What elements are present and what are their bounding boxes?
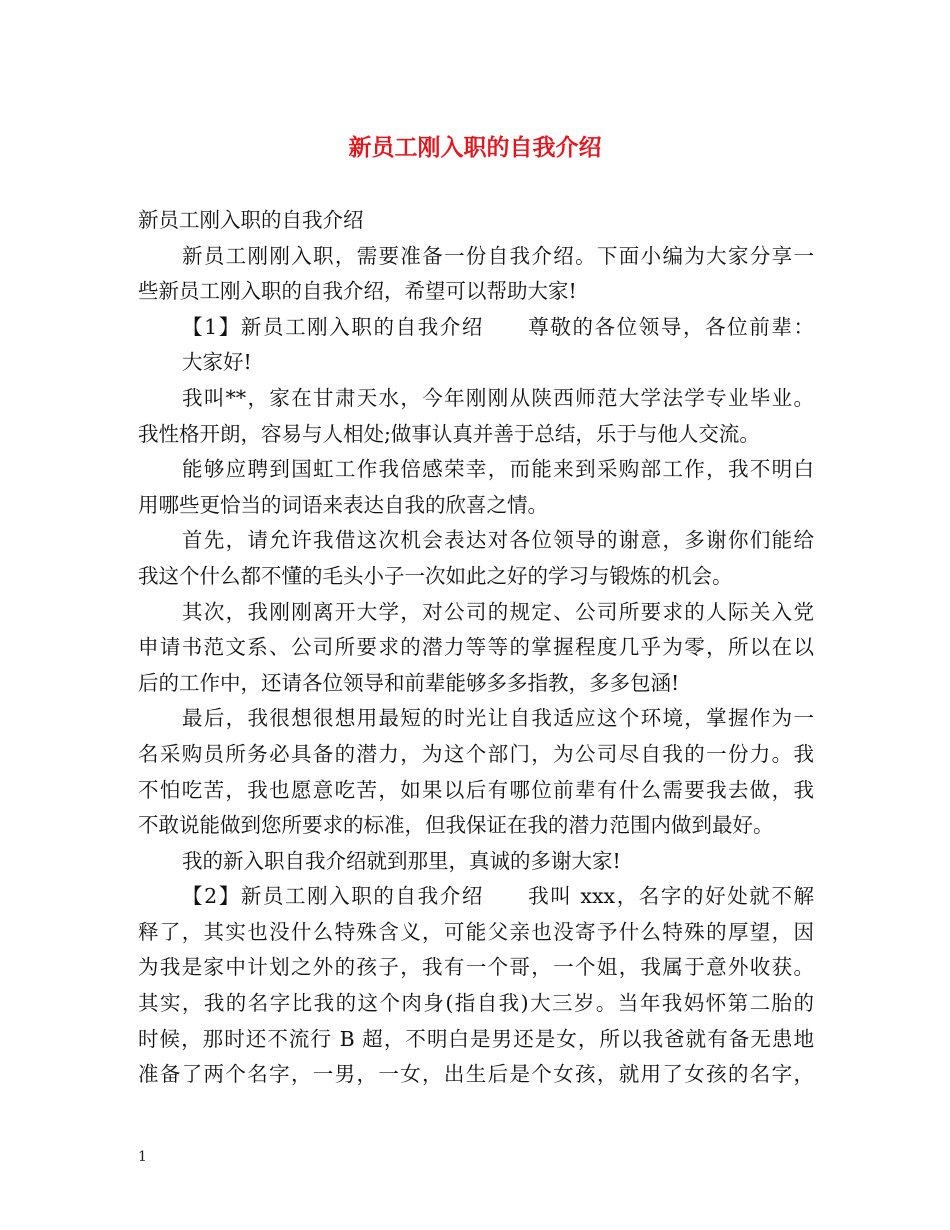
document-body — [138, 203, 814, 1093]
body-line: 【1】新员工刚入职的自我介绍 尊敬的各位领导，各位前辈： — [182, 314, 814, 339]
body-line: 我这个什么都不懂的毛头小子一次如此之好的学习与锻炼的机会。 — [138, 563, 733, 588]
body-line: 名采购员所务必具备的潜力，为这个部门，为公司尽自我的一份力。我 — [138, 741, 814, 766]
body-line: 我的新入职自我介绍就到那里，真诚的多谢大家! — [182, 848, 621, 873]
body-line: 时候，那时还不流行 B 超，不明白是男还是女，所以我爸就有备无患地 — [138, 1026, 814, 1051]
body-line: 我性格开朗，容易与人相处;做事认真并善于总结，乐于与他人交流。 — [138, 421, 760, 446]
body-line: 为我是家中计划之外的孩子，我有一个哥，一个姐，我属于意外收获。 — [138, 955, 814, 980]
body-line: 申请书范文系、公司所要求的潜力等等的掌握程度几乎为零，所以在以 — [138, 635, 814, 660]
body-line: 最后，我很想很想用最短的时光让自我适应这个环境，掌握作为一 — [182, 706, 814, 731]
body-line: 其次，我刚刚离开大学，对公司的规定、公司所要求的人际关入党 — [182, 599, 814, 624]
body-line: 释了，其实也没什么特殊含义，可能父亲也没寄予什么特殊的厚望，因 — [138, 919, 814, 944]
body-line: 其实，我的名字比我的这个肉身(指自我)大三岁。当年我妈怀第二胎的 — [138, 991, 814, 1016]
body-line: 我叫**，家在甘肃天水，今年刚刚从陕西师范大学法学专业毕业。 — [182, 385, 814, 410]
body-line: 用哪些更恰当的词语来表达自我的欣喜之情。 — [138, 492, 548, 517]
body-line: 准备了两个名字，一男，一女，出生后是个女孩，就用了女孩的名字， — [138, 1062, 814, 1087]
body-line: 能够应聘到国虹工作我倍感荣幸，而能来到采购部工作，我不明白 — [182, 457, 814, 482]
body-line: 后的工作中，还请各位领导和前辈能够多多指教，多多包涵! — [138, 670, 680, 695]
body-line: 不敢说能做到您所要求的标准，但我保证在我的潜力范围内做到最好。 — [138, 813, 774, 838]
document-title: 新员工刚入职的自我介绍 — [348, 135, 602, 161]
body-line: 大家好! — [182, 350, 252, 375]
body-line: 些新员工刚入职的自我介绍，希望可以帮助大家! — [138, 279, 577, 304]
body-line: 不怕吃苦，我也愿意吃苦，如果以后有哪位前辈有什么需要我去做，我 — [138, 777, 814, 802]
body-line: 新员工刚入职的自我介绍 — [138, 208, 364, 232]
body-line: 首先，请允许我借这次机会表达对各位领导的谢意，多谢你们能给 — [182, 528, 814, 553]
body-line: 新员工刚刚入职，需要准备一份自我介绍。下面小编为大家分享一 — [182, 243, 814, 268]
body-line: 【2】新员工刚入职的自我介绍 我叫 xxx，名字的好处就不解 — [182, 884, 814, 909]
page-number: 1 — [138, 1149, 147, 1165]
